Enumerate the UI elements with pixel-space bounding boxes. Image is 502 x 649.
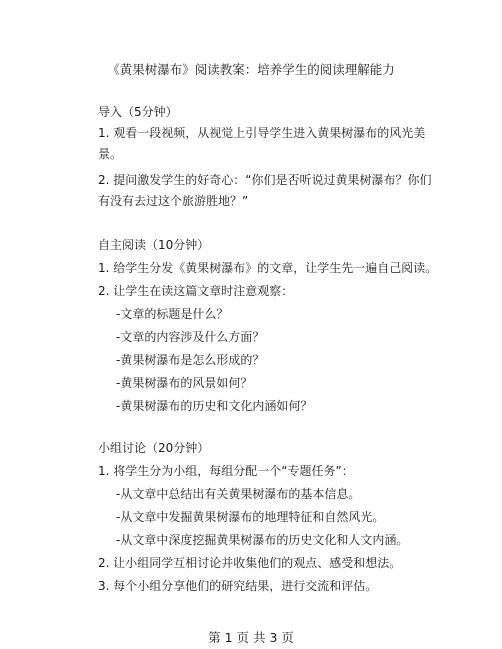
section-heading-self-reading: 自主阅读（10分钟） <box>98 238 210 252</box>
paragraph-line: 1. 将学生分为小组，每组分配一个“专题任务”： <box>98 464 354 478</box>
list-item: -黄果树瀑布是怎么形成的？ <box>116 353 265 367</box>
paragraph-line: 1. 观看一段视频，从视觉上引导学生进入黄果树瀑布的风光美 <box>98 126 426 140</box>
list-item: -黄果树瀑布的风景如何？ <box>116 376 253 390</box>
document-title: 《黄果树瀑布》阅读教案：培养学生的阅读理解能力 <box>107 62 395 77</box>
list-item: -从文章中深度挖掘黄果树瀑布的历史文化和人文内涵。 <box>116 533 409 547</box>
list-item: -文章的标题是什么？ <box>116 307 229 321</box>
page-footer: 第 1 页 共 3 页 <box>208 630 294 645</box>
paragraph-line: 景。 <box>98 147 123 161</box>
paragraph-line: 3. 每个小组分享他们的研究结果，进行交流和评估。 <box>98 579 378 593</box>
list-item: -从文章中总结出有关黄果树瀑布的基本信息。 <box>116 487 361 501</box>
paragraph-line: 2. 让学生在读这篇文章时注意观察： <box>98 284 294 298</box>
paragraph-line: 2. 提问激发学生的好奇心：“你们是否听说过黄果树瀑布？你们 <box>98 173 432 187</box>
list-item: -文章的内容涉及什么方面？ <box>116 330 265 344</box>
paragraph-line: 2. 让小组同学互相讨论并收集他们的观点、感受和想法。 <box>98 556 402 570</box>
section-heading-group-discussion: 小组讨论（20分钟） <box>98 441 210 455</box>
list-item: -黄果树瀑布的历史和文化内涵如何？ <box>116 399 313 413</box>
list-item: -从文章中发掘黄果树瀑布的地理特征和自然风光。 <box>116 510 385 524</box>
paragraph-line: 有没有去过这个旅游胜地？” <box>98 194 249 208</box>
section-heading-intro: 导入（5分钟） <box>98 105 178 119</box>
paragraph-line: 1. 给学生分发《黄果树瀑布》的文章，让学生先一遍自己阅读。 <box>98 261 438 275</box>
